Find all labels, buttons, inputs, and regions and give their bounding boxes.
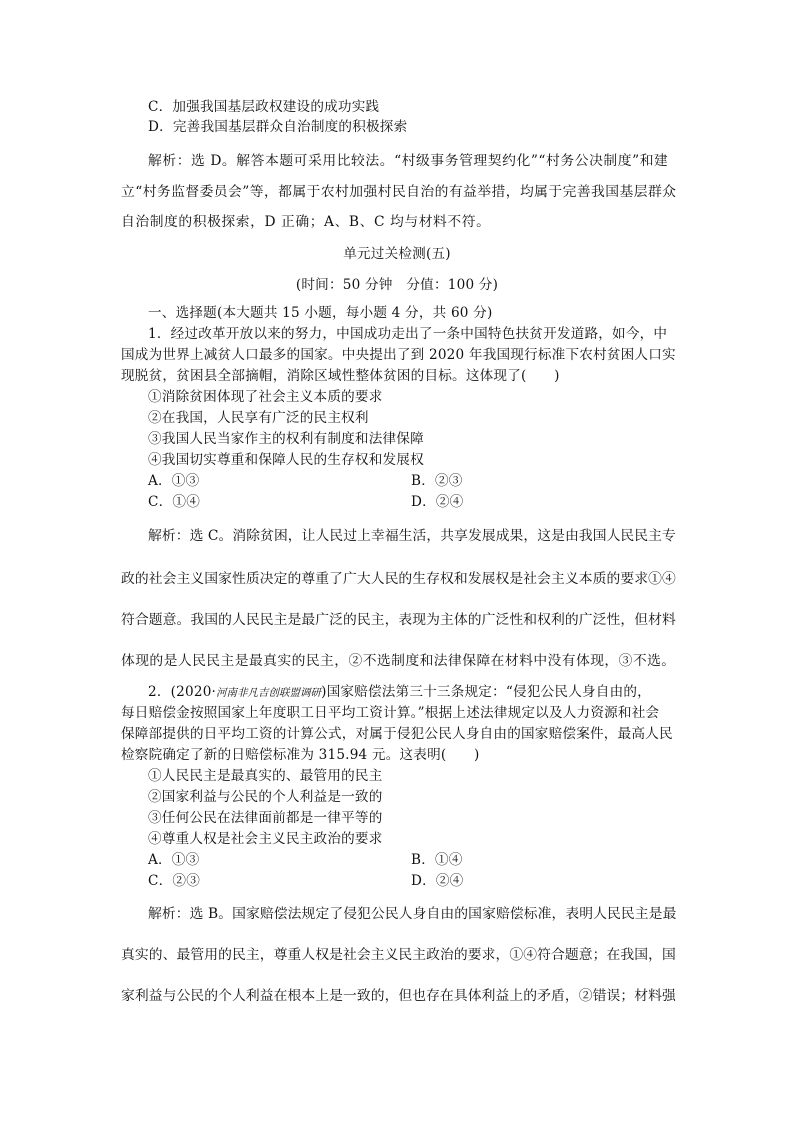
prev-explanation-line: 立“村务监督委员会”等，都属于农村加强村民自治的有益举措，均属于完善我国基层群众 <box>121 184 677 200</box>
q1-explanation-line: 政的社会主义国家性质决定的尊重了广大人民的生存权和发展权是社会主义本质的要求①④ <box>121 571 676 587</box>
q2-item: ④尊重人权是社会主义民主政治的要求 <box>148 831 383 847</box>
q2-item: ①人民民主是最真实的、最管用的民主 <box>148 768 383 784</box>
q2-stem-line: 每日赔偿金按照国家上年度职工日平均工资计算。”根据上述法律规定以及人力资源和社会 <box>121 705 660 721</box>
q1-stem-line: 现脱贫，贫困县全部摘帽，消除区域性整体贫困的目标。这体现了( ) <box>121 368 560 384</box>
q2-stem-line: 检察院确定了新的日赔偿标准为 315.94 元。这表明( ) <box>121 747 480 763</box>
q2-explanation-line: 真实的、最管用的民主，尊重人权是社会主义民主政治的要求，①④符合题意；在我国，国 <box>121 947 676 963</box>
unit-test-title: 单元过关检测(五) <box>343 246 451 262</box>
q2-explanation-line: 解析：选 B。国家赔偿法规定了侵犯公民人身自由的国家赔偿标准，表明人民民主是最 <box>148 906 677 922</box>
q1-item: ③我国人民当家作主的权利有制度和法律保障 <box>148 431 424 447</box>
q1-item: ①消除贫困体现了社会主义本质的要求 <box>148 389 383 405</box>
q1-explanation-line: 解析：选 C。消除贫困，让人民过上幸福生活，共享发展成果，这是由我国人民民主专 <box>148 528 676 544</box>
q2-option-c: C．②③ <box>148 873 200 889</box>
q2-stem-first-line <box>148 683 651 702</box>
q1-stem-line: 国成为世界上减贫人口最多的国家。中央提出了到 2020 年我国现行标准下农村贫困人口实 <box>121 347 676 363</box>
unit-test-meta: (时间：50 分钟 分值：100 分) <box>295 277 499 293</box>
q1-stem-line: 1．经过改革开放以来的努力，中国成功走出了一条中国特色扶贫开发道路，如今，中 <box>148 326 668 342</box>
q2-item: ②国家利益与公民的个人利益是一致的 <box>148 789 383 805</box>
q2-stem-first-rest: )国家赔偿法第三十三条规定：“侵犯公民人身自由的， <box>321 684 651 700</box>
prev-option-c: C．加强我国基层政权建设的成功实践 <box>148 99 380 115</box>
q2-option-d: D．②④ <box>411 873 464 889</box>
q2-option-a: A．①③ <box>148 852 200 868</box>
q1-item: ②在我国，人民享有广泛的民主权利 <box>148 410 369 426</box>
q1-explanation-line: 符合题意。我国的人民民主是最广泛的民主，表现为主体的广泛性和权利的广泛性，但材料 <box>121 612 676 628</box>
prev-explanation-line: 解析：选 D。解答本题可采用比较法。“村级事务管理契约化”“村务公决制度”和建 <box>148 153 669 169</box>
q2-source: 河南非凡吉创联盟调研 <box>216 687 322 699</box>
q2-item: ③任何公民在法律面前都是一律平等的 <box>148 810 383 826</box>
section-heading: 一、选择题(本大题共 15 小题，每小题 4 分，共 60 分) <box>148 305 493 321</box>
q1-item: ④我国切实尊重和保障人民的生存权和发展权 <box>148 452 424 468</box>
q1-option-a: A．①③ <box>148 473 200 489</box>
q1-option-c: C．①④ <box>148 494 200 510</box>
prev-explanation-line: 自治制度的积极探索，D 正确；A、B、C 均与材料不符。 <box>121 214 491 230</box>
q2-option-b: B．①④ <box>411 852 463 868</box>
q1-option-b: B．②③ <box>411 473 463 489</box>
q1-option-d: D．②④ <box>411 494 464 510</box>
q2-number: 2．(2020· <box>148 684 217 700</box>
prev-option-d: D．完善我国基层群众自治制度的积极探索 <box>148 119 408 135</box>
q2-stem-line: 保障部提供的日平均工资的计算公式，对属于侵犯公民人身自由的国家赔偿案件，最高人民 <box>121 726 673 742</box>
q1-explanation-line: 体现的是人民民主是最真实的民主，②不选制度和法律保障在材料中没有体现，③不选。 <box>121 653 676 669</box>
q2-explanation-line: 家利益与公民的个人利益在根本上是一致的，但也存在具体利益上的矛盾，②错误；材料强 <box>121 988 676 1004</box>
